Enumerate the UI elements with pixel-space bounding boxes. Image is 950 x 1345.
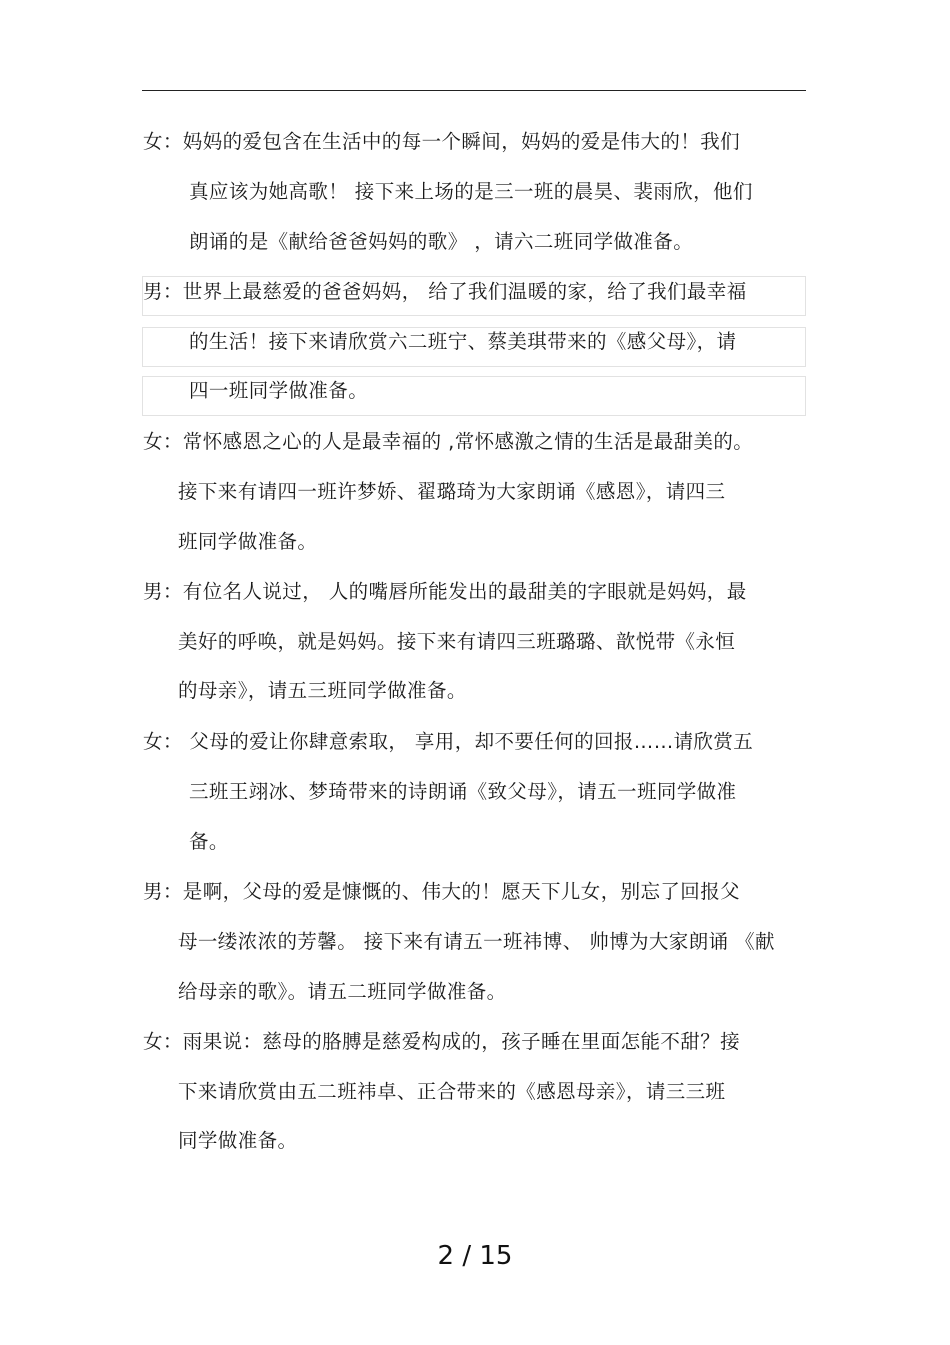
text-line: 母一缕浓浓的芳馨。 接下来有请五一班祎博、 帅博为大家朗诵 《献: [178, 930, 775, 953]
text-line: 女：雨果说：慈母的胳膊是慈爱构成的，孩子睡在里面怎能不甜？接: [143, 1030, 741, 1053]
text-line: 女：常怀感恩之心的人是最幸福的 ,常怀感激之情的生活是最甜美的。: [143, 430, 754, 453]
text-line: 美好的呼唤，就是妈妈。接下来有请四三班璐璐、歆悦带《永恒: [178, 630, 736, 653]
header-rule: [142, 90, 806, 91]
text-line: 接下来有请四一班许梦娇、翟璐琦为大家朗诵《感恩》，请四三: [178, 480, 726, 503]
text-line: 的母亲》，请五三班同学做准备。: [178, 679, 467, 702]
text-line: 班同学做准备。: [178, 530, 318, 553]
page-number: 2 / 15: [437, 1241, 513, 1271]
text-line: 下来请欣赏由五二班祎卓、正合带来的《感恩母亲》，请三三班: [178, 1080, 726, 1103]
text-line: 女： 父母的爱让你肆意索取， 享用，却不要任何的回报……请欣赏五: [143, 730, 754, 753]
text-line: 男：是啊，父母的爱是慷慨的、伟大的！愿天下儿女，别忘了回报父: [143, 880, 741, 903]
text-line: 三班王翊冰、梦琦带来的诗朗诵《致父母》，请五一班同学做准: [189, 780, 737, 803]
text-line: 真应该为她高歌！ 接下来上场的是三一班的晨昊、裴雨欣，他们: [189, 180, 753, 203]
text-line: 女：妈妈的爱包含在生活中的每一个瞬间，妈妈的爱是伟大的！我们: [143, 130, 741, 153]
text-line: 同学做准备。: [178, 1129, 298, 1152]
text-line: 的生活！接下来请欣赏六二班宁、蔡美琪带来的《感父母》，请: [189, 330, 737, 353]
text-line: 四一班同学做准备。: [189, 379, 369, 402]
text-line: 朗诵的是《献给爸爸妈妈的歌》 ，请六二班同学做准备。: [189, 230, 694, 253]
text-line: 备。: [189, 830, 229, 853]
text-line: 给母亲的歌》。请五二班同学做准备。: [178, 980, 507, 1003]
text-line: 男：有位名人说过， 人的嘴唇所能发出的最甜美的字眼就是妈妈，最: [143, 580, 747, 603]
text-line: 男：世界上最慈爱的爸爸妈妈， 给了我们温暖的家，给了我们最幸福: [143, 280, 747, 303]
